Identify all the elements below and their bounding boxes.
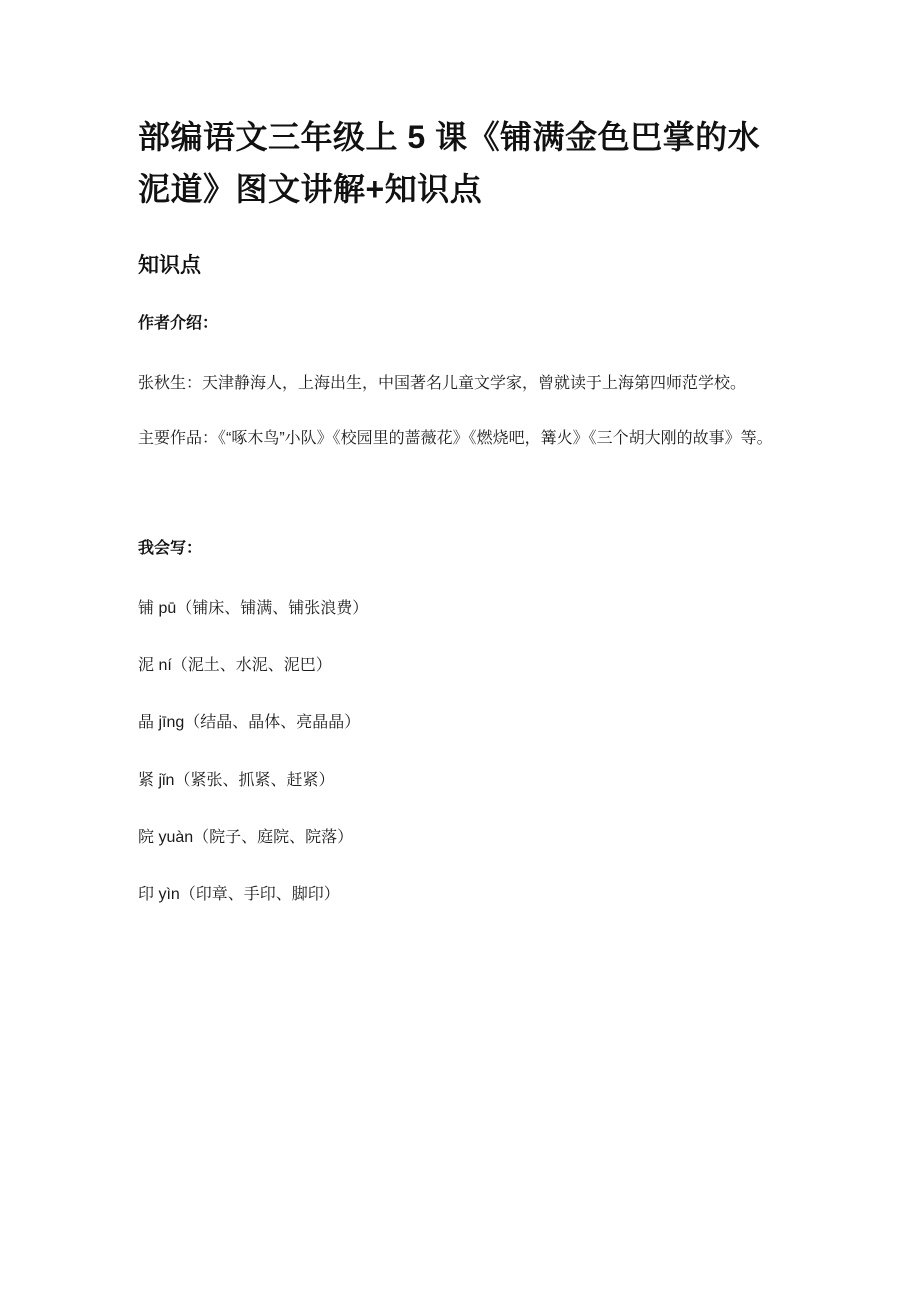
author-bio-paragraph: 张秋生：天津静海人，上海出生，中国著名儿童文学家，曾就读于上海第四师范学校。 [138, 374, 747, 392]
word-entry: 泥 ní（泥土、水泥、泥巴） [138, 656, 332, 674]
section-heading-knowledge-points: 知识点 [138, 253, 201, 277]
word-entry: 印 yìn（印章、手印、脚印） [138, 886, 340, 904]
word-entry: 铺 pū（铺床、铺满、铺张浪费） [138, 599, 369, 617]
author-works-paragraph: 主要作品：《“啄木鸟”小队》《校园里的蔷薇花》《燃烧吧，篝火》《三个胡大刚的故事》等。 [138, 430, 773, 448]
section-spacer [138, 478, 782, 536]
word-entry: 晶 jīng（结晶、晶体、亮晶晶） [138, 714, 361, 732]
word-entry: 紧 jǐn（紧张、抓紧、赶紧） [138, 771, 335, 789]
word-entry: 院 yuàn（院子、庭院、院落） [138, 829, 354, 847]
subheading-i-can-write: 我会写： [138, 539, 203, 557]
page-title: 部编语文三年级上 5 课《铺满金色巴掌的水泥道》图文讲解+知识点 [138, 119, 761, 207]
subheading-author-intro: 作者介绍： [138, 315, 219, 333]
